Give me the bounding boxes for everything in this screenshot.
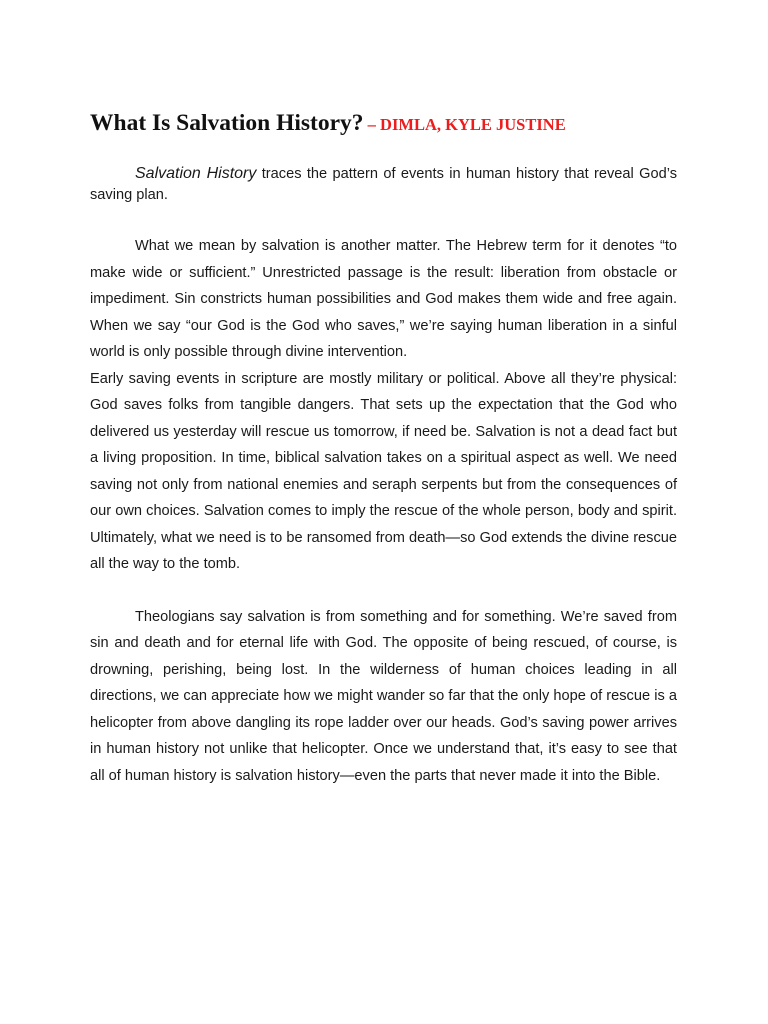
- intro-term: Salvation History: [135, 165, 257, 182]
- title-line: [90, 108, 677, 141]
- paragraph-saving-events: Early saving events in scripture are mostly military or political. Above all they’re physical: God saves folks from tangible dangers. That sets up the expectation that the God who delivered us yesterday will rescue us tomorrow, if need be. Salvation is not a dead fact but a living proposition. In time, biblical salvation takes on a spiritual aspect as well. We need saving not only from national enemies and seraph serpents but from the consequences of our own choices. Salvation comes to imply the rescue of the whole person, body and spirit. Ultimately, what we need is to be ransomed from death—so God extends the divine rescue all the way to the tomb.: [90, 370, 677, 572]
- author-name: – DIMLA, KYLE JUSTINE: [363, 115, 566, 134]
- paragraph-salvation-meaning: What we mean by salvation is another matter. The Hebrew term for it denotes “to make wide or sufficient.” Unrestricted passage is the result: liberation from obstacle or impediment. Sin constricts human possibilities and God makes them wide and free again. When we say “our God is the God who saves,” we’re saying human liberation in a sinful world is only possible through divine intervention.: [90, 238, 677, 360]
- document-title: What Is Salvation History?: [90, 110, 364, 136]
- paragraph-spacer: [90, 206, 677, 233]
- intro-text: traces the pattern of events in human history that reveal God’s saving plan.: [90, 166, 678, 203]
- paragraph-theologians: Theologians say salvation is from something and for something. We’re saved from sin and death and for eternal life with God. The opposite of being rescued, of course, is drowning, perishing, being lost. In the wilderness of human choices leading in all directions, we can appreciate how we might wander so far that the only hope of rescue is a helicopter from above dangling its rope ladder over our heads. God’s saving power arrives in human history not unlike that helicopter. Once we understand that, it’s easy to see that all of human history is salvation history—even the parts that never made it into the Bible.: [90, 608, 677, 784]
- paragraph-spacer: [90, 578, 677, 604]
- document-page: [90, 108, 677, 789]
- intro-paragraph: [90, 163, 677, 206]
